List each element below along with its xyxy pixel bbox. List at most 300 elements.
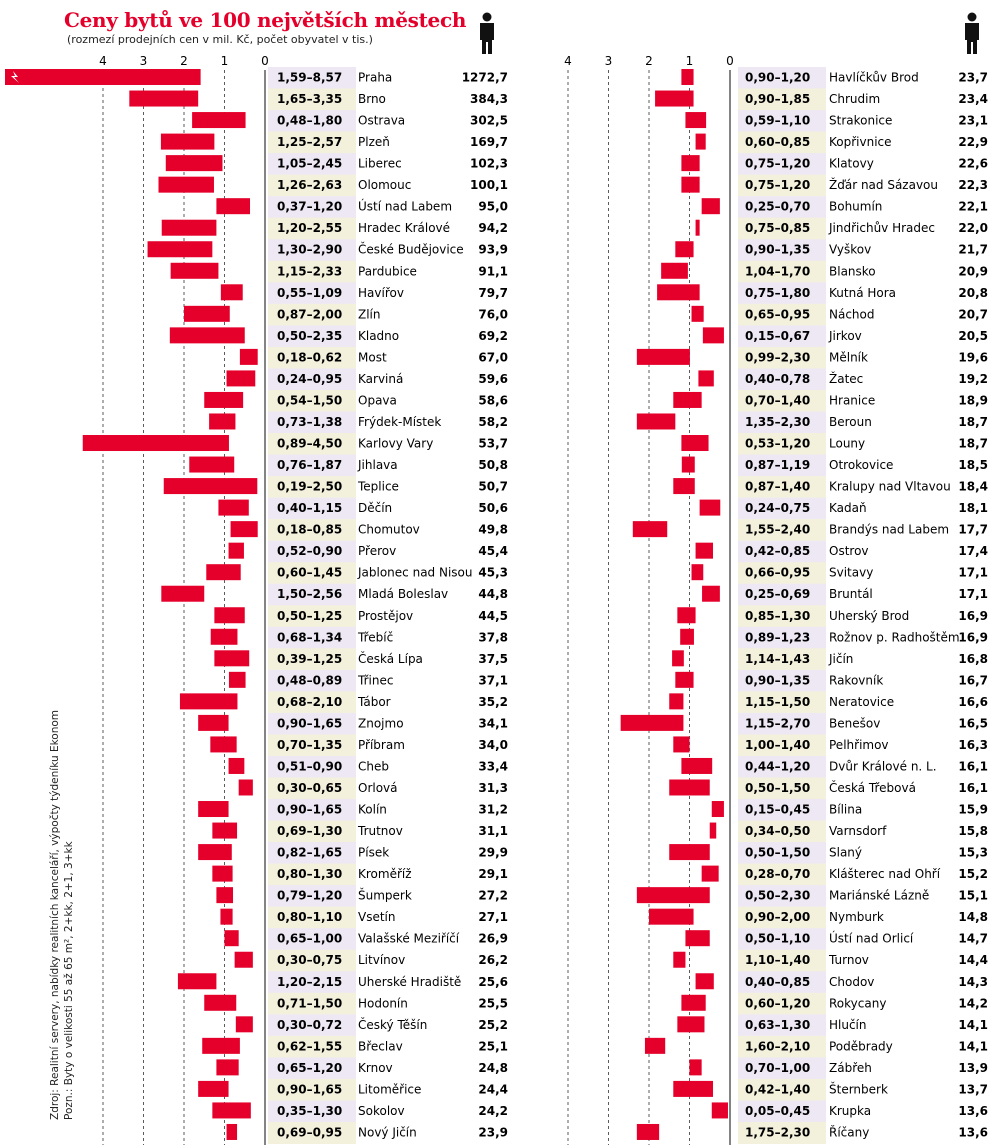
range-label: 0,34–0,50 [745, 824, 811, 839]
bar [681, 435, 708, 451]
city-label: Hlučín [829, 1017, 867, 1032]
bar [681, 69, 693, 85]
bar [702, 866, 719, 882]
person-icon [965, 13, 979, 55]
bar [189, 457, 234, 473]
range-label: 0,75–1,20 [745, 156, 811, 171]
bar [83, 435, 229, 451]
bar [216, 887, 233, 903]
population-label: 29,1 [478, 867, 508, 882]
city-label: Frýdek-Místek [358, 414, 442, 429]
population-label: 17,1 [958, 565, 988, 580]
population-label: 17,1 [958, 587, 988, 602]
tick-label: 4 [564, 54, 572, 68]
population-label: 53,7 [478, 436, 508, 451]
city-label: Břeclav [358, 1039, 403, 1054]
bar [235, 952, 253, 968]
bar [655, 91, 693, 107]
city-label: Praha [358, 70, 393, 85]
population-label: 22,1 [958, 199, 988, 214]
range-label: 1,15–2,70 [745, 716, 811, 731]
city-label: Klatovy [829, 156, 874, 171]
bar [675, 241, 693, 257]
range-label: 0,66–0,95 [745, 565, 811, 580]
city-label: Ústí nad Labem [358, 199, 453, 214]
population-label: 15,1 [958, 888, 988, 903]
city-label: Jablonec nad Nisou [358, 565, 473, 580]
population-label: 45,4 [478, 544, 508, 559]
population-label: 67,0 [478, 350, 508, 365]
city-label: Zábřeh [829, 1060, 872, 1075]
bar [657, 284, 700, 300]
population-label: 16,9 [958, 608, 988, 623]
population-label: 91,1 [478, 264, 508, 279]
bar [212, 1102, 250, 1118]
city-label: Rakovník [829, 673, 884, 688]
bar [700, 500, 721, 516]
range-label: 1,20–2,55 [277, 221, 343, 236]
bar [210, 736, 236, 752]
city-label: Žatec [829, 371, 864, 386]
city-label: Kralupy nad Vltavou [829, 479, 951, 494]
city-label: Slaný [829, 845, 863, 860]
city-label: Olomouc [358, 178, 412, 193]
city-label: Třinec [358, 673, 394, 688]
bar [216, 1059, 238, 1075]
bar [212, 823, 237, 839]
city-label: Pelhřimov [829, 737, 889, 752]
bar [681, 995, 705, 1011]
bar [675, 672, 693, 688]
city-label: Bílina [829, 802, 863, 817]
city-label: Rožnov p. Radhoštěm [829, 630, 960, 645]
range-label: 0,60–1,45 [277, 565, 343, 580]
range-label: 0,69–1,30 [277, 824, 343, 839]
population-label: 17,7 [958, 522, 988, 537]
population-label: 44,8 [478, 587, 508, 602]
range-label: 0,80–1,10 [277, 910, 343, 925]
range-label: 0,70–1,35 [277, 737, 343, 752]
range-label: 0,35–1,30 [277, 1103, 343, 1118]
population-label: 31,2 [478, 802, 508, 817]
population-label: 16,3 [958, 737, 988, 752]
population-label: 14,7 [958, 931, 988, 946]
bar [645, 1038, 665, 1054]
population-label: 100,1 [470, 178, 508, 193]
city-label: Brno [358, 92, 386, 107]
bar [702, 586, 720, 602]
bar [621, 715, 684, 731]
population-label: 93,9 [478, 242, 508, 257]
population-label: 44,5 [478, 608, 508, 623]
bar [673, 478, 694, 494]
city-label: Krnov [358, 1060, 393, 1075]
city-label: Strakonice [829, 113, 893, 128]
range-label: 0,15–0,67 [745, 328, 811, 343]
bar [129, 91, 198, 107]
range-label: 0,68–1,34 [277, 630, 343, 645]
city-label: Kutná Hora [829, 285, 897, 300]
city-label: Havířov [358, 285, 404, 300]
city-label: Litoměřice [358, 1082, 422, 1097]
bar [170, 327, 245, 343]
population-label: 27,1 [478, 910, 508, 925]
population-label: 37,8 [478, 630, 508, 645]
population-label: 20,8 [958, 285, 988, 300]
bar [218, 500, 248, 516]
bar [637, 887, 710, 903]
city-label: Most [358, 350, 387, 365]
range-label: 0,28–0,70 [745, 867, 811, 882]
bar [202, 1038, 240, 1054]
population-label: 27,2 [478, 888, 508, 903]
bar [680, 629, 694, 645]
range-label: 0,48–0,89 [277, 673, 343, 688]
bar [677, 1016, 704, 1032]
city-label: Uherské Hradiště [358, 974, 462, 989]
bar [161, 586, 204, 602]
bar [211, 629, 238, 645]
city-label: Třebíč [358, 630, 394, 645]
bar [703, 327, 724, 343]
bar [209, 413, 235, 429]
range-label: 0,19–2,50 [277, 479, 343, 494]
city-label: Otrokovice [829, 458, 894, 473]
bar [673, 392, 701, 408]
range-label: 0,40–0,85 [745, 974, 811, 989]
population-label: 25,6 [478, 974, 508, 989]
range-label: 1,50–2,56 [277, 587, 343, 602]
population-label: 35,2 [478, 694, 508, 709]
city-label: Znojmo [358, 716, 404, 731]
city-label: Plzeň [358, 135, 390, 150]
bar [206, 564, 240, 580]
bar [672, 650, 684, 666]
city-label: Bohumín [829, 199, 883, 214]
range-label: 0,65–1,20 [277, 1060, 343, 1075]
population-label: 18,4 [958, 479, 988, 494]
population-label: 95,0 [478, 199, 508, 214]
city-label: Vsetín [358, 910, 396, 925]
city-label: Zlín [358, 307, 381, 322]
tick-label: 2 [180, 54, 188, 68]
range-label: 1,00–1,40 [745, 737, 811, 752]
population-label: 1272,7 [461, 70, 508, 85]
population-label: 16,1 [958, 759, 988, 774]
bar [166, 155, 223, 171]
city-label: Hradec Králové [358, 221, 451, 236]
range-label: 0,99–2,30 [745, 350, 811, 365]
range-label: 0,87–2,00 [277, 307, 343, 322]
population-label: 37,1 [478, 673, 508, 688]
bar [236, 1016, 253, 1032]
population-label: 15,3 [958, 845, 988, 860]
bar [649, 909, 694, 925]
range-label: 0,25–0,69 [745, 587, 811, 602]
city-label: Teplice [358, 479, 399, 494]
range-label: 0,40–1,15 [277, 501, 343, 516]
population-label: 19,6 [958, 350, 988, 365]
population-label: 69,2 [478, 328, 508, 343]
bar [214, 650, 249, 666]
range-label: 0,89–1,23 [745, 630, 811, 645]
range-label: 1,75–2,30 [745, 1125, 811, 1140]
population-label: 14,1 [958, 1039, 988, 1054]
bar [677, 607, 695, 623]
range-label: 0,62–1,55 [277, 1039, 343, 1054]
city-label: Česká Třebová [829, 780, 916, 795]
city-label: Šumperk [358, 888, 412, 903]
bar [214, 607, 244, 623]
city-label: Benešov [829, 716, 881, 731]
city-label: Kopřivnice [829, 135, 892, 150]
city-label: České Budějovice [358, 242, 464, 257]
population-label: 22,6 [958, 156, 988, 171]
population-label: 34,1 [478, 716, 508, 731]
city-label: Český Těšín [358, 1017, 428, 1032]
bar [637, 1124, 659, 1140]
city-label: Brandýs nad Labem [829, 522, 950, 537]
city-label: Hranice [829, 393, 876, 408]
city-label: Chomutov [358, 522, 420, 537]
bar [192, 112, 245, 128]
population-label: 21,7 [958, 242, 988, 257]
bar [681, 177, 699, 193]
city-label: Sokolov [358, 1103, 405, 1118]
bar [673, 1081, 713, 1097]
city-label: Jihlava [358, 458, 398, 473]
bar [710, 823, 716, 839]
bar [712, 1102, 728, 1118]
city-label: Beroun [829, 414, 872, 429]
city-label: Dvůr Králové n. L. [829, 759, 937, 774]
city-label: Orlová [358, 780, 398, 795]
city-label: Kolín [358, 802, 387, 817]
range-label: 0,60–0,85 [745, 135, 811, 150]
city-label: Kladno [358, 328, 400, 343]
bar [198, 715, 228, 731]
population-label: 17,4 [958, 544, 988, 559]
range-label: 0,54–1,50 [277, 393, 343, 408]
source-text: Zdroj: Realitní servery, nabídky realitních kanceláří, výpočty týdeníku Ekonom [49, 709, 61, 1120]
population-label: 16,1 [958, 780, 988, 795]
source-note [48, 709, 76, 1120]
range-label: 0,30–0,72 [277, 1017, 343, 1032]
chart-subtitle: (rozmezí prodejních cen v mil. Kč, počet obyvatel v tis.) [67, 33, 373, 46]
city-label: Žďár nad Sázavou [829, 178, 939, 193]
population-label: 45,3 [478, 565, 508, 580]
range-label: 1,30–2,90 [277, 242, 343, 257]
range-label: 0,90–1,65 [277, 716, 343, 731]
city-label: Bruntál [829, 587, 873, 602]
city-label: Přerov [358, 544, 397, 559]
bar [198, 1081, 228, 1097]
population-label: 18,9 [958, 393, 988, 408]
range-label: 0,18–0,85 [277, 522, 343, 537]
city-label: Havlíčkův Brod [829, 70, 919, 85]
population-label: 15,2 [958, 867, 988, 882]
population-label: 18,7 [958, 414, 988, 429]
population-label: 58,6 [478, 393, 508, 408]
city-label: Příbram [358, 737, 405, 752]
city-label: Písek [358, 845, 390, 860]
city-label: Svitavy [829, 565, 874, 580]
range-label: 0,30–0,75 [277, 953, 343, 968]
bar [698, 370, 713, 386]
city-label: Nový Jičín [358, 1125, 417, 1140]
bar [225, 930, 239, 946]
range-label: 0,50–1,50 [745, 780, 811, 795]
bar [180, 693, 238, 709]
bar [673, 736, 689, 752]
population-label: 25,1 [478, 1039, 508, 1054]
population-label: 18,5 [958, 458, 988, 473]
population-label: 37,5 [478, 651, 508, 666]
tick-label: 0 [726, 54, 734, 68]
city-label: Louny [829, 436, 866, 451]
city-label: Hodonín [358, 996, 408, 1011]
bar [669, 779, 710, 795]
city-label: Mariánské Lázně [829, 888, 930, 903]
range-label: 1,26–2,63 [277, 178, 343, 193]
range-label: 0,87–1,40 [745, 479, 811, 494]
city-label: Kadaň [829, 501, 867, 516]
bar [692, 564, 704, 580]
population-label: 34,0 [478, 737, 508, 752]
bar [231, 521, 258, 537]
bar [712, 801, 724, 817]
city-label: Jirkov [829, 328, 862, 343]
population-label: 23,1 [958, 113, 988, 128]
range-label: 1,59–8,57 [277, 70, 343, 85]
range-label: 0,24–0,75 [745, 501, 811, 516]
city-label: Jičín [829, 651, 854, 666]
range-label: 0,90–1,35 [745, 673, 811, 688]
range-label: 0,50–1,50 [745, 845, 811, 860]
population-label: 94,2 [478, 221, 508, 236]
population-label: 16,8 [958, 651, 988, 666]
population-label: 23,7 [958, 70, 988, 85]
bar [198, 801, 228, 817]
chart-title: Ceny bytů ve 100 největších městech [64, 8, 467, 32]
range-label: 0,42–1,40 [745, 1082, 811, 1097]
range-label: 1,25–2,57 [277, 135, 343, 150]
population-label: 59,6 [478, 371, 508, 386]
range-label: 0,70–1,40 [745, 393, 811, 408]
population-label: 13,9 [958, 1060, 988, 1075]
bar [227, 1124, 238, 1140]
range-label: 0,70–1,00 [745, 1060, 811, 1075]
range-label: 0,59–1,10 [745, 113, 811, 128]
city-label: Liberec [358, 156, 402, 171]
range-label: 0,65–1,00 [277, 931, 343, 946]
bar [681, 155, 699, 171]
bar [240, 349, 258, 365]
range-label: 0,76–1,87 [277, 458, 343, 473]
population-label: 16,6 [958, 694, 988, 709]
range-label: 0,75–1,20 [745, 178, 811, 193]
population-label: 50,8 [478, 458, 508, 473]
range-label: 1,14–1,43 [745, 651, 811, 666]
bar [669, 844, 710, 860]
population-label: 20,7 [958, 307, 988, 322]
range-label: 0,50–2,30 [745, 888, 811, 903]
bar [5, 69, 201, 85]
range-label: 0,24–0,95 [277, 371, 343, 386]
range-label: 1,60–2,10 [745, 1039, 811, 1054]
population-label: 13,7 [958, 1082, 988, 1097]
range-label: 0,73–1,38 [277, 414, 343, 429]
bar [637, 349, 690, 365]
range-label: 0,30–0,65 [277, 780, 343, 795]
person-icon [480, 13, 494, 55]
bar [221, 284, 243, 300]
range-label: 1,55–2,40 [745, 522, 811, 537]
tick-label: 3 [139, 54, 148, 68]
population-label: 14,4 [958, 953, 988, 968]
range-label: 0,53–1,20 [745, 436, 811, 451]
bar [229, 543, 244, 559]
range-label: 1,10–1,40 [745, 953, 811, 968]
population-label: 16,7 [958, 673, 988, 688]
range-label: 0,87–1,19 [745, 458, 811, 473]
population-label: 58,2 [478, 414, 508, 429]
range-label: 0,50–1,25 [277, 608, 343, 623]
bar [637, 413, 675, 429]
range-label: 0,69–0,95 [277, 1125, 343, 1140]
population-label: 15,8 [958, 824, 988, 839]
bar [161, 134, 214, 150]
range-label: 1,05–2,45 [277, 156, 343, 171]
population-label: 384,3 [470, 92, 508, 107]
population-label: 14,1 [958, 1017, 988, 1032]
city-label: Klášterec nad Ohří [829, 867, 941, 882]
range-label: 0,90–1,35 [745, 242, 811, 257]
city-label: Mladá Boleslav [358, 587, 449, 602]
city-label: Ostrava [358, 113, 406, 128]
bar [198, 844, 232, 860]
range-label: 1,65–3,35 [277, 92, 343, 107]
city-label: Náchod [829, 307, 875, 322]
range-label: 0,65–0,95 [745, 307, 811, 322]
bar [669, 693, 683, 709]
range-label: 1,35–2,30 [745, 414, 811, 429]
population-label: 26,9 [478, 931, 508, 946]
range-label: 0,37–1,20 [277, 199, 343, 214]
city-label: Nymburk [829, 910, 884, 925]
range-label: 1,20–2,15 [277, 974, 343, 989]
bar [220, 909, 232, 925]
city-label: Ostrov [829, 544, 869, 559]
bar [212, 866, 232, 882]
range-label: 0,40–0,78 [745, 371, 811, 386]
city-label: Prostějov [358, 608, 414, 623]
city-label: Pardubice [358, 264, 417, 279]
population-label: 13,6 [958, 1125, 988, 1140]
population-label: 24,2 [478, 1103, 508, 1118]
population-label: 50,7 [478, 479, 508, 494]
city-label: Trutnov [358, 824, 403, 839]
city-label: Česká Lípa [358, 651, 423, 666]
population-label: 24,8 [478, 1060, 508, 1075]
population-label: 15,9 [958, 802, 988, 817]
population-label: 18,7 [958, 436, 988, 451]
bar [148, 241, 213, 257]
range-label: 0,51–0,90 [277, 759, 343, 774]
population-label: 31,1 [478, 824, 508, 839]
tick-label: 2 [645, 54, 653, 68]
city-label: Mělník [829, 350, 868, 365]
